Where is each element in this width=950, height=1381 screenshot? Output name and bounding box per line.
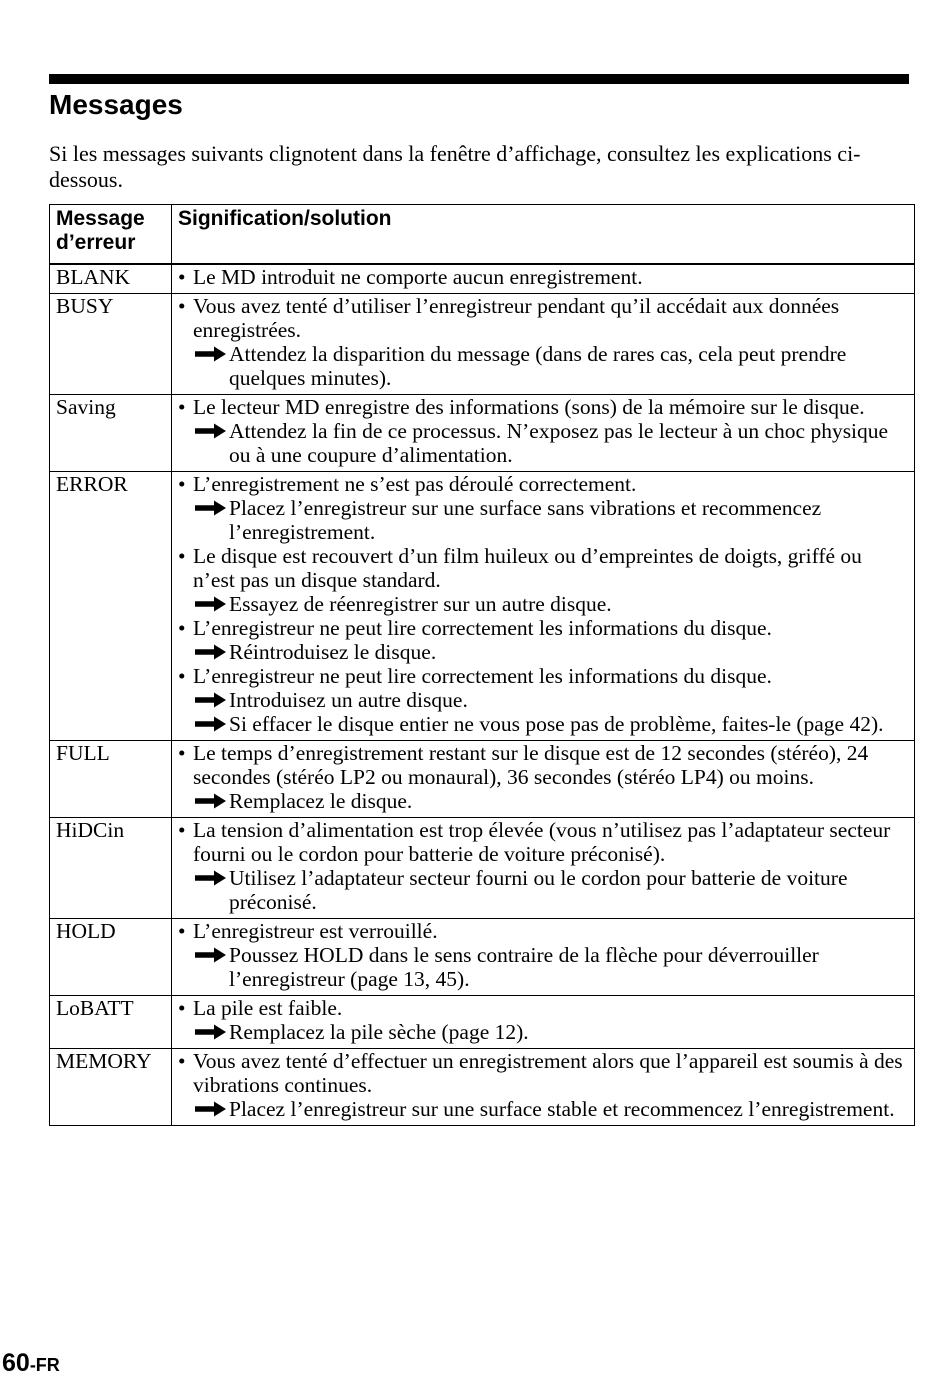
table-row [50, 818, 915, 919]
cause-item [178, 265, 908, 289]
bullet-icon: • [178, 1049, 186, 1073]
solution-text: Introduisez un autre disque. [229, 688, 468, 712]
table-row [50, 996, 915, 1049]
bullet-icon: • [178, 741, 186, 765]
error-description [172, 1049, 915, 1126]
solution-item [178, 342, 908, 390]
error-description [172, 741, 915, 818]
top-rule [49, 74, 909, 84]
solution-item [178, 640, 908, 664]
arrow-right-icon [194, 947, 227, 963]
cause-item [178, 1049, 908, 1097]
table-row [50, 264, 915, 294]
column-header-message: Message d’erreur [50, 205, 172, 265]
arrow-right-icon [194, 500, 227, 516]
cause-item [178, 741, 908, 789]
messages-table [49, 204, 915, 1126]
column-header-solution: Signification/solution [172, 205, 915, 265]
solution-item [178, 688, 908, 712]
solution-text: Utilisez l’adaptateur secteur fourni ou le cordon pour batterie de voiture préconisé. [229, 866, 848, 914]
solution-text: Réintroduisez le disque. [229, 640, 437, 664]
bullet-icon: • [178, 472, 186, 496]
cause-item [178, 294, 908, 342]
cause-item [178, 395, 908, 419]
error-code: Saving [50, 395, 172, 472]
arrow-right-icon [194, 644, 227, 660]
error-code: LoBATT [50, 996, 172, 1049]
error-code: MEMORY [50, 1049, 172, 1126]
arrow-right-icon [194, 596, 227, 612]
error-code: FULL [50, 741, 172, 818]
bullet-icon: • [178, 664, 186, 688]
solution-text: Attendez la fin de ce processus. N’exposez pas le lecteur à un choc physique ou à une coupure d’alimentation. [229, 419, 889, 467]
cause-text: La pile est faible. [193, 996, 343, 1020]
table-row [50, 1049, 915, 1126]
cause-text: L’enregistreur est verrouillé. [193, 919, 438, 943]
solution-item [178, 1097, 908, 1121]
table-body [50, 264, 915, 1126]
arrow-right-icon [194, 1101, 227, 1117]
cause-item [178, 664, 908, 688]
intro-text: Si les messages suivants clignotent dans la fenêtre d’affichage, consultez les explications ci-dessous. [49, 141, 861, 192]
cause-item [178, 472, 908, 496]
error-description [172, 472, 915, 741]
solution-item [178, 866, 908, 914]
bullet-icon: • [178, 544, 186, 568]
solution-text: Poussez HOLD dans le sens contraire de la flèche pour déverrouiller l’enregistreur (page 13, 45). [229, 943, 819, 991]
cause-text: Le temps d’enregistrement restant sur le disque est de 12 secondes (stéréo), 24 secondes (stéréo LP2 ou monaural), 36 secondes (stéréo LP4) ou moins. [193, 741, 869, 789]
cause-text: L’enregistrement ne s’est pas déroulé correctement. [193, 472, 637, 496]
cause-text: Le disque est recouvert d’un film huileux ou d’empreintes de doigts, griffé ou n’est pas un disque standard. [193, 544, 862, 592]
page-number-suffix: -FR [29, 1355, 60, 1375]
cause-text: Vous avez tenté d’effectuer un enregistrement alors que l’appareil est soumis à des vibrations continues. [193, 1049, 903, 1097]
page-number [2, 1349, 60, 1378]
arrow-right-icon [194, 793, 227, 809]
solution-item [178, 419, 908, 467]
solution-item [178, 712, 908, 736]
solution-item [178, 1020, 908, 1044]
error-description [172, 818, 915, 919]
solution-item [178, 943, 908, 991]
page-number-value: 60 [2, 1349, 30, 1377]
error-code: BLANK [50, 264, 172, 294]
solution-text: Attendez la disparition du message (dans de rares cas, cela peut prendre quelques minutes). [229, 342, 847, 390]
bullet-icon: • [178, 919, 186, 943]
cause-text: Le lecteur MD enregistre des informations (sons) de la mémoire sur le disque. [193, 395, 865, 419]
page-title: Messages [49, 89, 183, 120]
error-description [172, 919, 915, 996]
table-row [50, 741, 915, 818]
error-code: BUSY [50, 294, 172, 395]
error-description [172, 264, 915, 294]
arrow-right-icon [194, 1024, 227, 1040]
solution-text: Remplacez le disque. [229, 789, 413, 813]
arrow-right-icon [194, 870, 227, 886]
table-row [50, 294, 915, 395]
error-description [172, 996, 915, 1049]
table-row [50, 395, 915, 472]
cause-text: Le MD introduit ne comporte aucun enregistrement. [193, 265, 643, 289]
cause-item [178, 818, 908, 866]
bullet-icon: • [178, 616, 186, 640]
bullet-icon: • [178, 996, 186, 1020]
cause-item [178, 616, 908, 640]
table-row [50, 919, 915, 996]
table-header-row [50, 205, 915, 265]
solution-item [178, 592, 908, 616]
error-description [172, 395, 915, 472]
solution-item [178, 789, 908, 813]
solution-text: Si effacer le disque entier ne vous pose pas de problème, faites-le (page 42). [229, 712, 884, 736]
bullet-icon: • [178, 265, 186, 289]
arrow-right-icon [194, 346, 227, 362]
cause-text: La tension d’alimentation est trop élevée (vous n’utilisez pas l’adaptateur secteur fourni ou le cordon pour batterie de voiture préconisé). [193, 818, 891, 866]
cause-item [178, 544, 908, 592]
error-code: HOLD [50, 919, 172, 996]
arrow-right-icon [194, 423, 227, 439]
arrow-right-icon [194, 692, 227, 708]
bullet-icon: • [178, 818, 186, 842]
bullet-icon: • [178, 395, 186, 419]
solution-text: Placez l’enregistreur sur une surface sans vibrations et recommencez l’enregistrement. [229, 496, 822, 544]
arrow-right-icon [194, 716, 227, 732]
cause-text: L’enregistreur ne peut lire correctement les informations du disque. [193, 616, 772, 640]
solution-text: Essayez de réenregistrer sur un autre disque. [229, 592, 612, 616]
cause-text: L’enregistreur ne peut lire correctement les informations du disque. [193, 664, 772, 688]
solution-text: Remplacez la pile sèche (page 12). [229, 1020, 529, 1044]
cause-text: Vous avez tenté d’utiliser l’enregistreur pendant qu’il accédait aux données enregistrées. [193, 294, 840, 342]
cause-item [178, 996, 908, 1020]
table-row [50, 472, 915, 741]
error-description [172, 294, 915, 395]
cause-item [178, 919, 908, 943]
solution-text: Placez l’enregistreur sur une surface stable et recommencez l’enregistrement. [229, 1097, 895, 1121]
bullet-icon: • [178, 294, 186, 318]
solution-item [178, 496, 908, 544]
error-code: HiDCin [50, 818, 172, 919]
error-code: ERROR [50, 472, 172, 741]
